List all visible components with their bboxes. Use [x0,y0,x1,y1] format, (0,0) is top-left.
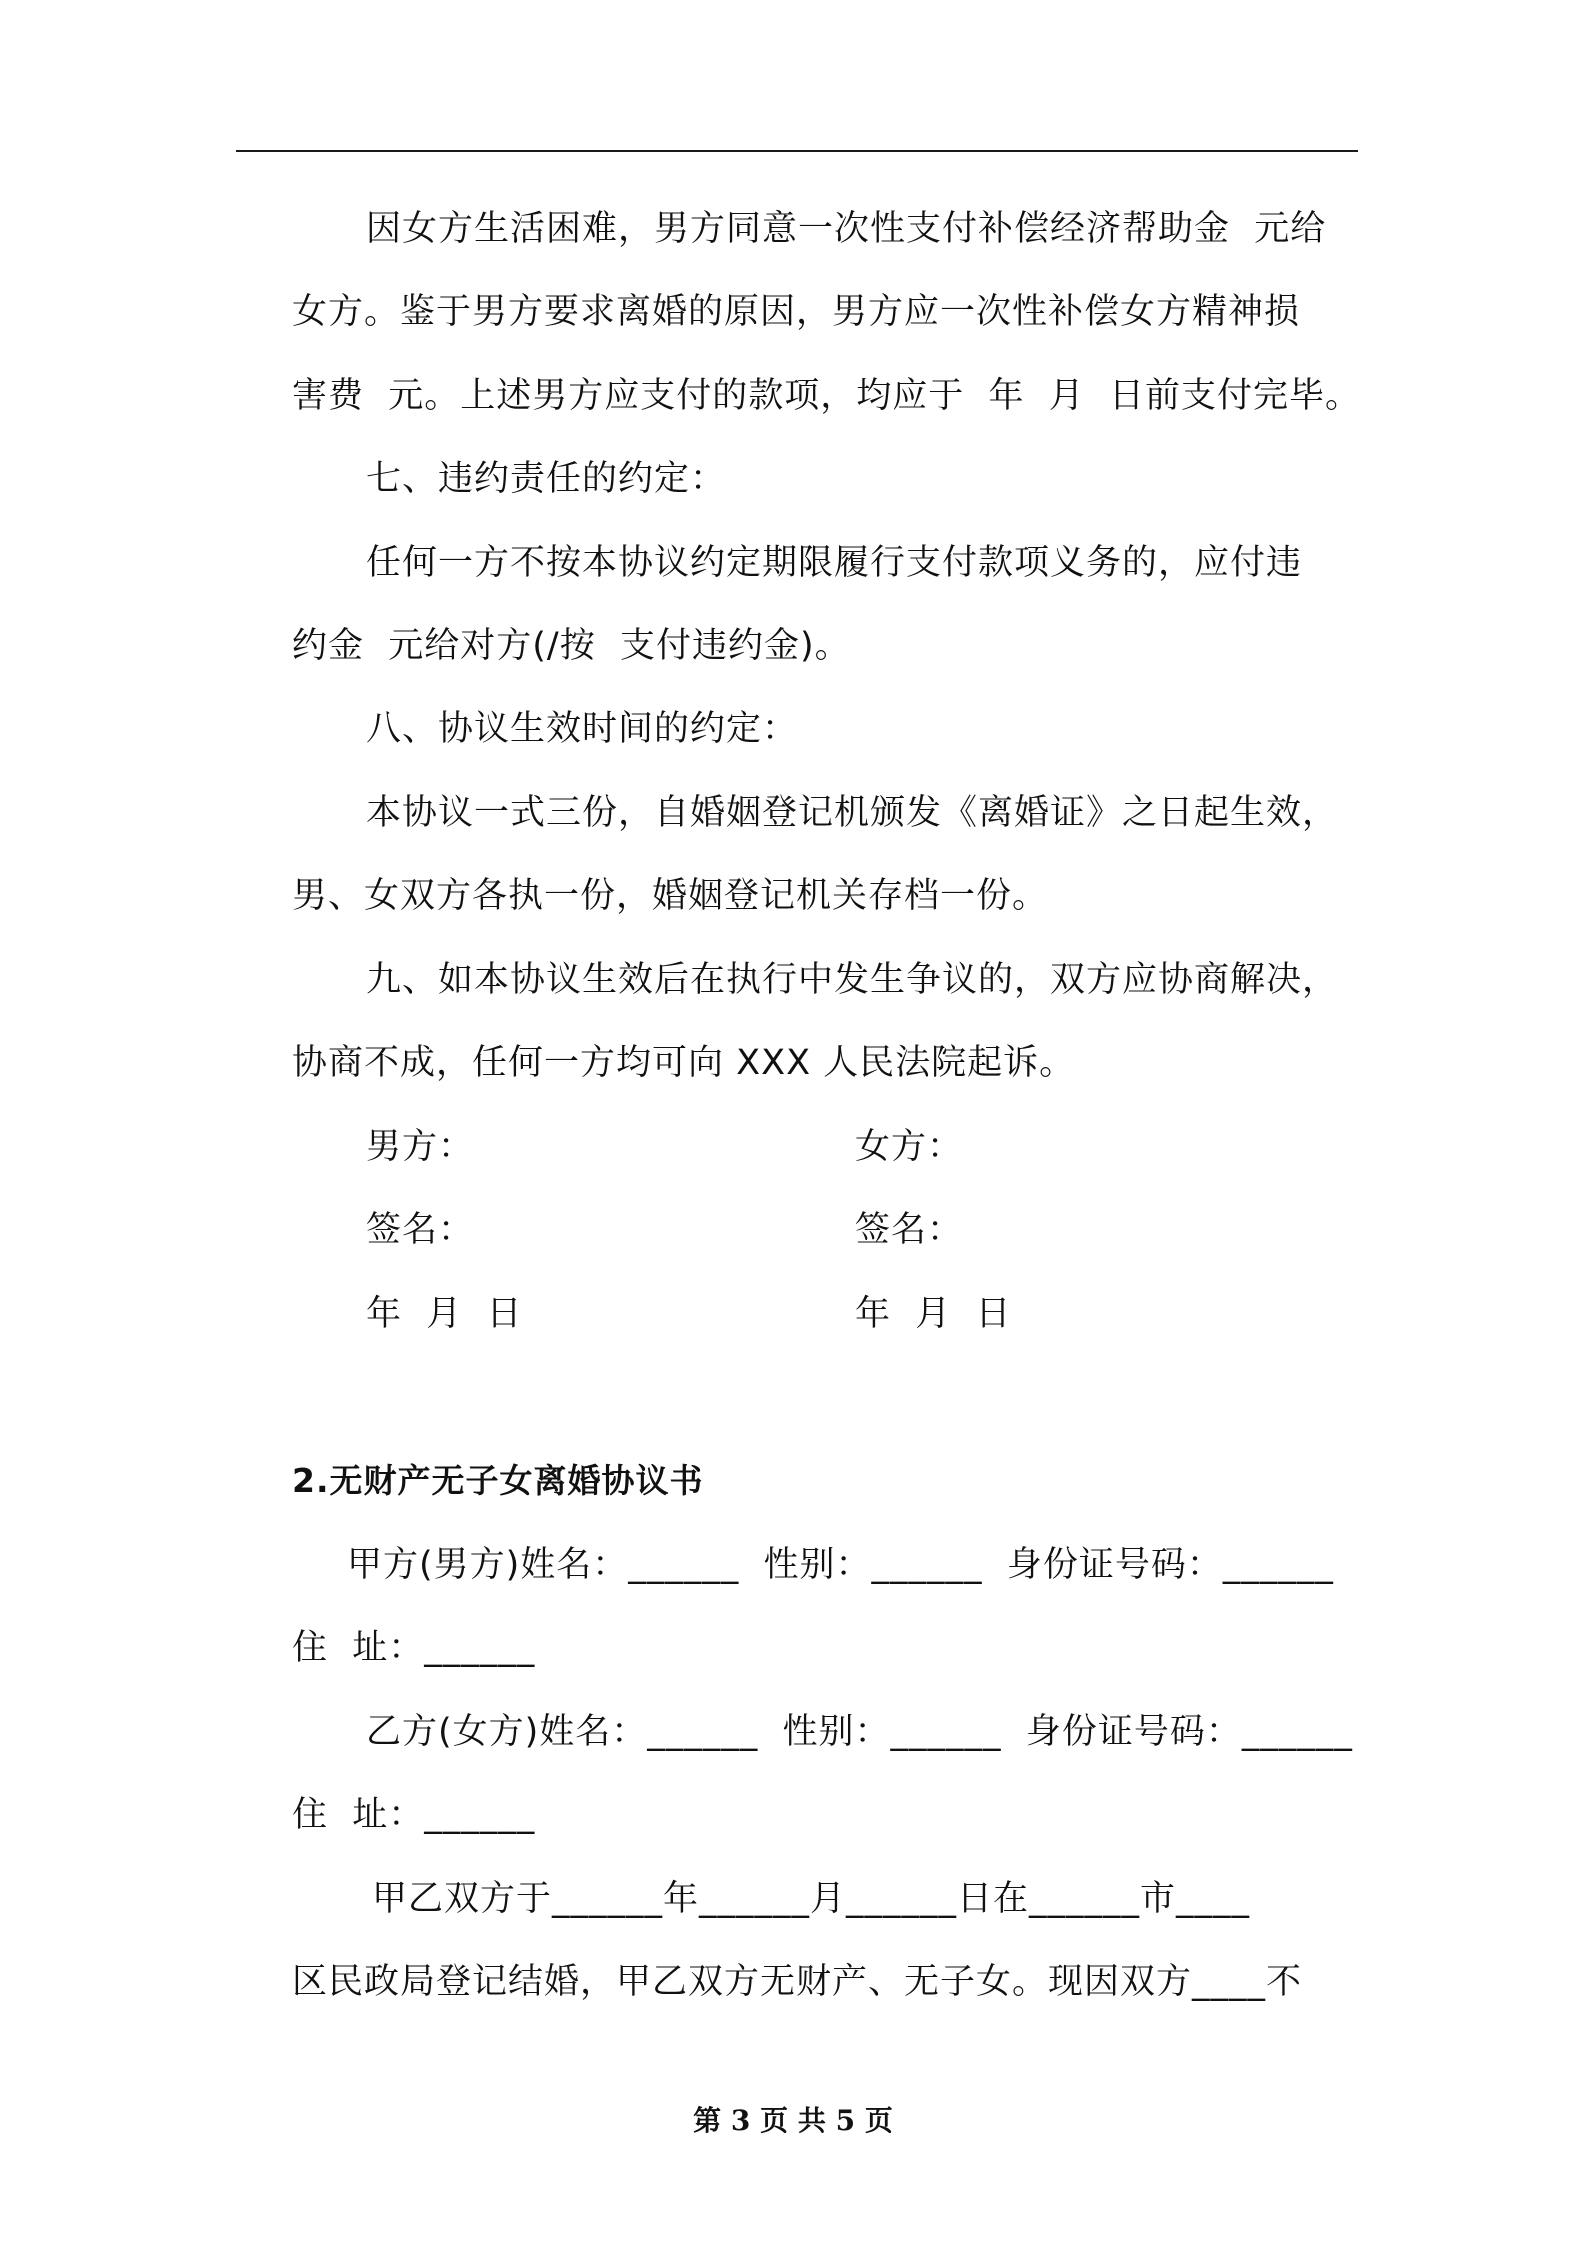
paragraph-line: 协商不成，任何一方均可向 XXX 人民法院起诉。 [292,1043,1076,1083]
paragraph-line: 任何一方不按本协议约定期限履行支付款项义务的，应付违 [366,543,1303,583]
paragraph-line: 女方。鉴于男方要求离婚的原因，男方应一次性补偿女方精神损 [292,292,1301,332]
female-party-label: 女方： [855,1127,964,1167]
female-signature-label: 签名： [855,1210,964,1250]
paragraph-line: 约金 元给对方(/按 支付违约金)。 [292,626,851,666]
paragraph-line: 害费 元。上述男方应支付的款项，均应于 年 月 日前支付完毕。 [292,376,1362,416]
male-signature-label: 签名： [366,1210,475,1250]
paragraph-line: 区民政局登记结婚，甲乙双方无财产、无子女。现因双方____不 [292,1962,1303,2002]
male-date-label: 年 月 日 [366,1294,523,1334]
section-title: 2.无财产无子女离婚协议书 [292,1461,704,1500]
page-footer: 第 3 页 共 5 页 [693,2104,893,2137]
party-b-address-line: 住 址：______ [292,1795,536,1835]
party-a-address-line: 住 址：______ [292,1628,536,1668]
party-b-info-line: 乙方(女方)姓名：______ 性别：______ 身份证号码：______ [366,1712,1353,1752]
paragraph-line: 本协议一式三份，自婚姻登记机颁发《离婚证》之日起生效， [366,793,1339,833]
paragraph-line: 九、如本协议生效后在执行中发生争议的，双方应协商解决， [366,960,1339,1000]
header-divider [236,150,1358,152]
male-party-label: 男方： [366,1127,475,1167]
clause-heading: 八、协议生效时间的约定： [366,709,799,749]
clause-heading: 七、违约责任的约定： [366,459,727,499]
paragraph-line: 男、女双方各执一份，婚姻登记机关存档一份。 [292,876,1049,916]
female-date-label: 年 月 日 [855,1294,1012,1334]
paragraph-line: 因女方生活困难，男方同意一次性支付补偿经济帮助金 元给 [366,209,1327,249]
paragraph-line: 甲乙双方于______年______月______日在______市____ [372,1879,1251,1919]
party-a-info-line: 甲方(男方)姓名：______ 性别：______ 身份证号码：______ [347,1545,1334,1585]
